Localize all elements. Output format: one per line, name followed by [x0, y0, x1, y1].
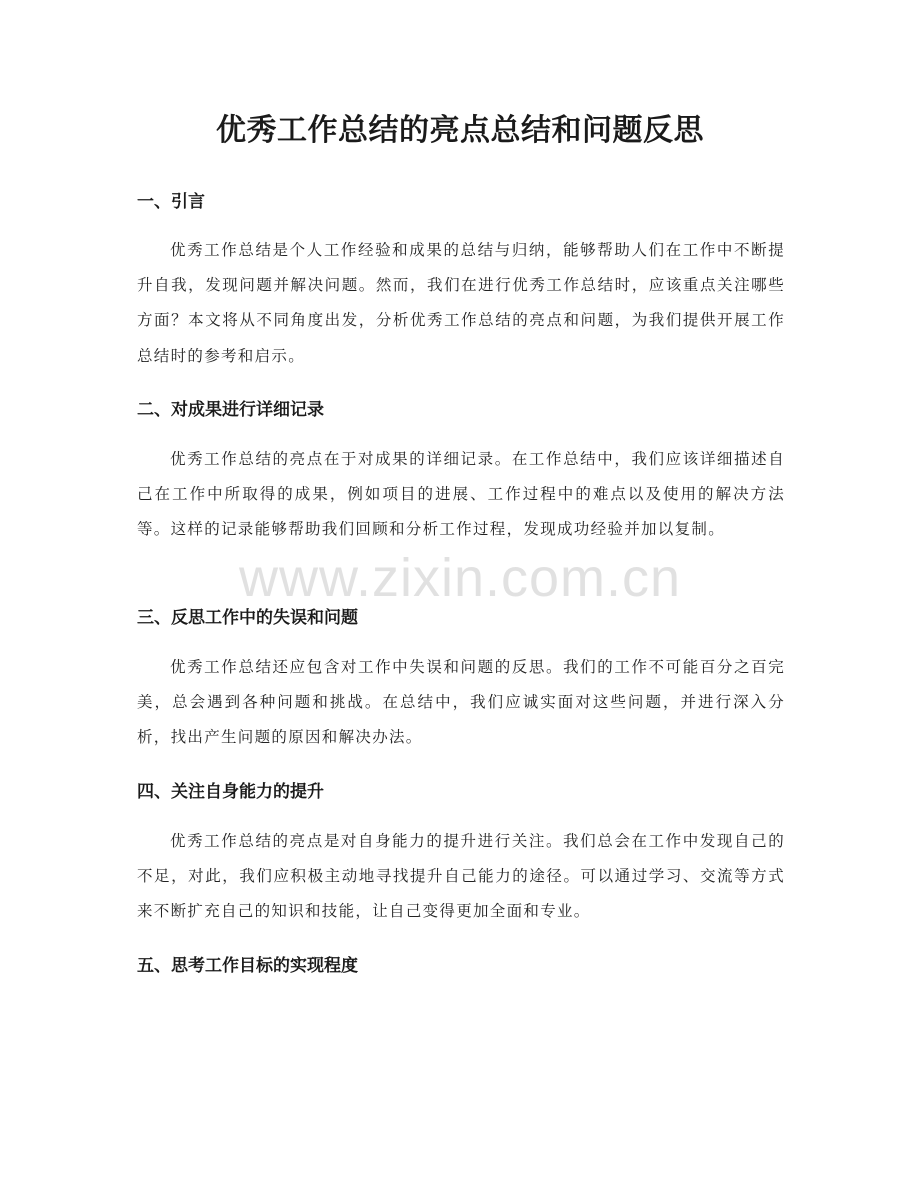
section-body-reflect-mistakes: 优秀工作总结还应包含对工作中失误和问题的反思。我们的工作不可能百分之百完美，总会遇到各种问题和挑战。在总结中，我们应诚实面对这些问题，并进行深入分析，找出产生问题的原因和解决办法。: [137, 658, 785, 747]
section-heading-reflect-mistakes: 三、反思工作中的失误和问题: [137, 608, 358, 628]
section-body-introduction: 优秀工作总结是个人工作经验和成果的总结与归纳，能够帮助人们在工作中不断提升自我，发现问题并解决问题。然而，我们在进行优秀工作总结时，应该重点关注哪些方面？本文将从不同角度出发，分析优秀工作总结的亮点和问题，为我们提供开展工作总结时的参考和启示。: [137, 241, 785, 365]
watermark-text: www.zixin.com.cn: [238, 548, 682, 608]
section-heading-record-results: 二、对成果进行详细记录: [137, 400, 324, 420]
section-heading-introduction: 一、引言: [137, 192, 205, 212]
document-title: 优秀工作总结的亮点总结和问题反思: [216, 113, 704, 148]
section-heading-goal-achievement: 五、思考工作目标的实现程度: [137, 956, 358, 976]
section-body-record-results: 优秀工作总结的亮点在于对成果的详细记录。在工作总结中，我们应该详细描述自己在工作中所取得的成果，例如项目的进展、工作过程中的难点以及使用的解决方法等。这样的记录能够帮助我们回顾和分析工作过程，发现成功经验并加以复制。: [137, 450, 785, 539]
section-body-ability-improvement: 优秀工作总结的亮点是对自身能力的提升进行关注。我们总会在工作中发现自己的不足，对此，我们应积极主动地寻找提升自己能力的途径。可以通过学习、交流等方式来不断扩充自己的知识和技能，让自己变得更加全面和专业。: [137, 832, 785, 921]
section-heading-ability-improvement: 四、关注自身能力的提升: [137, 782, 324, 802]
